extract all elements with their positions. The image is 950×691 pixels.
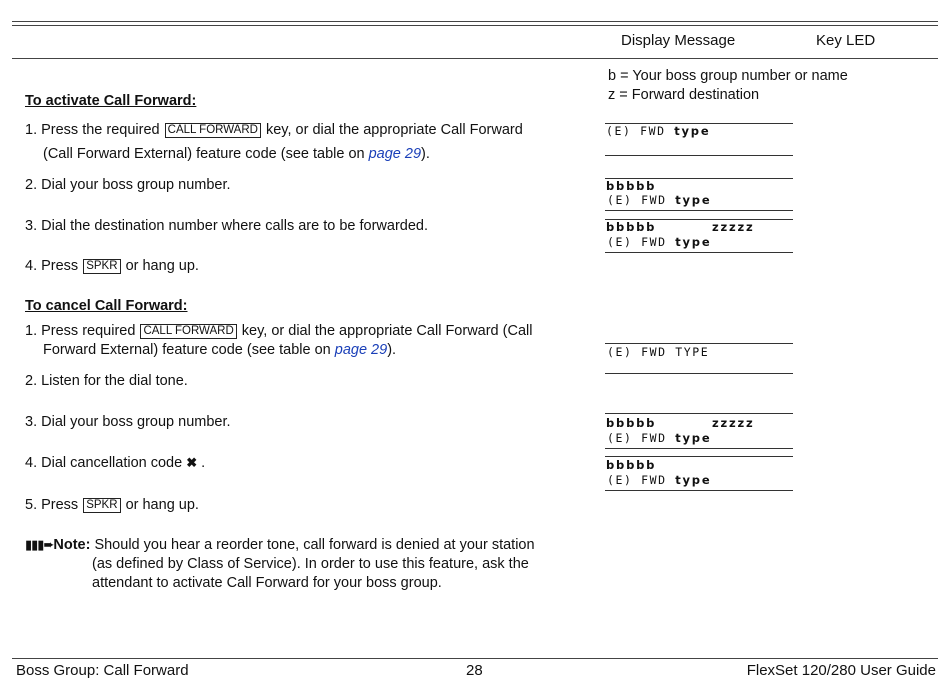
note-label: Note: (53, 537, 91, 553)
footer-rule (12, 658, 938, 659)
cancel-step-3: 3. Dial your boss group number. (25, 414, 231, 430)
activate-title: To activate Call Forward: (25, 93, 197, 109)
cancel-code-x-icon: ✖ (186, 455, 198, 470)
display-2-line-1: bbbbb (606, 179, 657, 193)
activate-step-4-text-a: 4. Press (25, 258, 83, 274)
header-rule (12, 58, 938, 59)
spkr-key: SPKR (83, 498, 120, 513)
legend-b: b = Your boss group number or name (608, 68, 848, 84)
cancel-step-1-text-a: 1. Press required (25, 323, 140, 339)
cancel-step-1-text-c: Forward External) feature code (see table on (43, 342, 335, 358)
display-5-line-1: bbbbb (606, 416, 657, 430)
footer-page-number: 28 (466, 662, 483, 679)
note-line-3: attendant to activate Call Forward for your boss group. (92, 575, 442, 591)
cancel-step-5 (25, 497, 199, 513)
cancel-step-1-cont (43, 342, 396, 358)
cancel-step-4-text-b: . (197, 455, 206, 471)
display-3-line-2: (E) FWD type (607, 235, 712, 249)
cancel-step-1-text-d: ). (387, 342, 397, 358)
activate-step-1-text-d: ). (421, 146, 430, 162)
header-display-message: Display Message (621, 32, 736, 49)
activate-step-3: 3. Dial the destination number where calls are to be forwarded. (25, 218, 428, 234)
display-6-bottom-rule (605, 490, 793, 491)
cancel-step-5-text-a: 5. Press (25, 497, 83, 513)
display-2-line-2: (E) FWD type (607, 193, 712, 207)
display-4-top-rule (605, 343, 793, 344)
activate-step-4-text-b: or hang up. (121, 258, 199, 274)
display-4-bottom-rule (605, 373, 793, 374)
cancel-step-4-text-a: 4. Dial cancellation code (25, 455, 187, 471)
activate-step-2: 2. Dial your boss group number. (25, 177, 231, 193)
call-forward-key: CALL FORWARD (165, 123, 261, 138)
display-3-line-1-dest: zzzzz (712, 220, 755, 234)
display-2-bottom-rule (605, 210, 793, 211)
footer-guide-title: FlexSet 120/280 User Guide (746, 662, 936, 679)
display-5-top-rule (605, 413, 793, 414)
top-rule-2 (12, 25, 938, 26)
page-29-link[interactable]: page 29 (368, 146, 422, 162)
top-rule-1 (12, 21, 938, 22)
display-1-line-1: (E) FWD type (606, 124, 711, 138)
note-line-1 (25, 537, 535, 553)
header-key-led: Key LED (816, 32, 876, 49)
cancel-step-1-text-b: key, or dial the appropriate Call Forward (Call (237, 323, 533, 339)
cancel-step-1 (25, 323, 532, 339)
legend-z: z = Forward destination (608, 87, 760, 103)
display-5-bottom-rule (605, 448, 793, 449)
display-5-line-1-dest: zzzzz (712, 416, 755, 430)
display-3-line-1: bbbbb (606, 220, 657, 234)
display-6-line-1: bbbbb (606, 458, 657, 472)
note-line-2: (as defined by Class of Service). In order to use this feature, ask the (92, 556, 529, 572)
spkr-key: SPKR (83, 259, 120, 274)
display-6-top-rule (605, 456, 793, 457)
cancel-step-5-text-b: or hang up. (121, 497, 199, 513)
cancel-step-2: 2. Listen for the dial tone. (25, 373, 188, 389)
display-4-line-1: (E) FWD TYPE (607, 345, 710, 359)
activate-step-1-text-a: 1. Press the required (25, 122, 164, 138)
activate-step-1-text-c: (Call Forward External) feature code (see table on (43, 146, 369, 162)
display-5-line-2: (E) FWD type (607, 431, 712, 445)
activate-step-1-cont (43, 146, 430, 162)
note-arrow-icon: ▮▮▮➨ (25, 537, 54, 552)
call-forward-key: CALL FORWARD (140, 324, 236, 339)
footer-section-name: Boss Group: Call Forward (16, 662, 189, 679)
display-3-bottom-rule (605, 252, 793, 253)
cancel-title: To cancel Call Forward: (25, 298, 188, 314)
note-text-1: Should you hear a reorder tone, call forward is denied at your station (90, 537, 535, 553)
cancel-step-4 (25, 455, 205, 471)
activate-step-1 (25, 122, 523, 138)
activate-step-1-text-b: key, or dial the appropriate Call Forward (261, 122, 523, 138)
display-1-bottom-rule (605, 155, 793, 156)
display-6-line-2: (E) FWD type (607, 473, 712, 487)
activate-step-4 (25, 258, 199, 274)
page-29-link[interactable]: page 29 (334, 342, 388, 358)
